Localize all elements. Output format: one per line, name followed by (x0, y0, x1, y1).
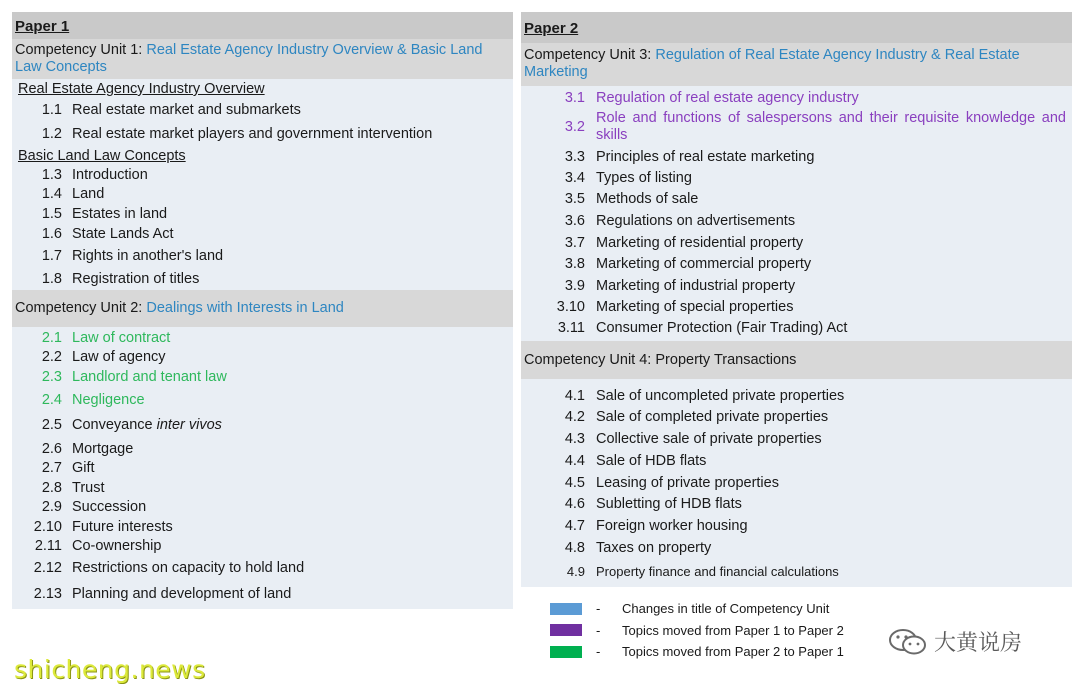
list-item (12, 439, 513, 459)
topic-text: Taxes on property (596, 540, 712, 556)
topic-text: Types of listing (596, 169, 692, 186)
unit-2-prefix: Competency Unit 2: (15, 299, 143, 316)
topic-text: Regulations on advertisements (596, 213, 796, 229)
topic-text: Trust (72, 479, 105, 496)
legend-item (550, 620, 844, 642)
topic-number: 2.7 (41, 460, 62, 476)
unit-4-rows (521, 379, 1072, 587)
topic-number: 1.4 (41, 186, 62, 203)
topic-number: 3.11 (557, 320, 585, 336)
list-item (12, 348, 513, 367)
topic-text: Consumer Protection (Fair Trading) Act (596, 320, 848, 336)
paper-2-column (521, 12, 1072, 587)
topic-text: Law of contract (72, 330, 171, 346)
legend-item (550, 598, 844, 620)
topic-number: 1.6 (41, 226, 62, 242)
list-item (12, 517, 513, 537)
topic-number: 2.13 (33, 585, 62, 602)
topic-number: 2.5 (41, 417, 62, 433)
topic-text: Marketing of commercial property (596, 256, 812, 272)
topic-text: Co-ownership (72, 538, 162, 554)
topic-number: 4.8 (564, 540, 585, 556)
topic-text: Collective sale of private properties (596, 431, 822, 447)
topic-text: Marketing of special properties (596, 299, 794, 315)
topic-text: Role and functions of salespersons and their requisite knowledge and skills (596, 110, 1066, 143)
list-item (12, 165, 513, 185)
unit-3-rows (521, 86, 1072, 341)
topic-text: Principles of real estate marketing (596, 148, 815, 165)
topic-text: Restrictions on capacity to hold land (72, 560, 305, 576)
legend-text: Topics moved from Paper 2 to Paper 1 (622, 644, 844, 660)
list-item (12, 122, 513, 146)
list-item (12, 412, 513, 439)
topic-number: 3.9 (564, 277, 585, 294)
topic-number: 4.5 (564, 474, 585, 491)
paper-1-title-text: Paper 1 (15, 18, 70, 35)
list-item (521, 108, 1072, 146)
paper-2-title (521, 12, 1072, 43)
unit-3-name: Regulation of Real Estate Agency Industry & Real Estate Marketing (524, 47, 1020, 80)
list-item (521, 210, 1072, 232)
topic-number: 4.3 (564, 431, 585, 447)
topic-text: Property finance and financial calculations (596, 563, 839, 579)
topic-text: Future interests (72, 518, 173, 535)
topic-number: 4.2 (564, 409, 585, 425)
unit-4-prefix: Competency Unit 4: (524, 351, 652, 368)
topic-text: Sale of HDB flats (596, 453, 707, 469)
topic-text: Foreign worker housing (596, 518, 748, 534)
unit-2-rows (12, 327, 513, 609)
list-item (521, 318, 1072, 338)
topic-number: 1.2 (41, 126, 62, 142)
legend-swatch (550, 603, 582, 615)
topic-text: Planning and development of land (72, 585, 292, 602)
list-item (12, 224, 513, 245)
list-item (521, 275, 1072, 296)
topic-number: 2.3 (41, 369, 62, 385)
legend (550, 598, 844, 663)
topic-text: Methods of sale (596, 191, 699, 207)
topic-number: 2.11 (34, 538, 62, 554)
list-item (521, 406, 1072, 428)
legend-item (550, 641, 844, 663)
topic-number: 2.10 (33, 518, 62, 535)
list-item (521, 296, 1072, 318)
list-item (521, 167, 1072, 188)
topic-text: Introduction (72, 166, 148, 183)
topic-text: State Lands Act (72, 226, 174, 242)
topic-number: 4.9 (566, 563, 585, 579)
topic-number: 4.7 (564, 518, 585, 534)
wechat-icon (888, 627, 928, 657)
section-heading-land-law: Basic Land Law Concepts (18, 148, 186, 164)
topic-text: Subletting of HDB flats (596, 496, 742, 512)
topic-number: 1.3 (41, 166, 62, 183)
watermark: shicheng.news (14, 655, 206, 684)
topic-text: Gift (72, 460, 95, 476)
legend-text: Changes in title of Competency Unit (622, 601, 830, 617)
topic-number: 1.7 (41, 248, 62, 264)
topic-text: Marketing of residential property (596, 234, 804, 251)
topic-text-italic: inter vivos (156, 417, 222, 433)
topic-text: Succession (72, 499, 147, 515)
topic-number: 3.6 (564, 213, 585, 229)
list-item (12, 268, 513, 290)
list-item (521, 88, 1072, 108)
list-item (521, 515, 1072, 537)
topic-number: 2.8 (41, 479, 62, 496)
list-item (521, 472, 1072, 493)
competency-unit-4-header (521, 341, 1072, 379)
topic-number: 2.1 (41, 330, 62, 346)
topic-number: 4.1 (564, 387, 585, 404)
paper-2-title-text: Paper 2 (524, 20, 579, 37)
topic-number: 3.3 (564, 148, 585, 165)
topic-number: 3.7 (564, 234, 585, 251)
paper-1-column (12, 12, 513, 609)
topic-text: Land (72, 186, 105, 203)
topic-number: 1.1 (41, 102, 62, 118)
topic-text: Sale of completed private properties (596, 409, 829, 425)
topic-text: Leasing of private properties (596, 474, 779, 491)
topic-number: 1.8 (41, 270, 62, 287)
competency-unit-2-header (12, 290, 513, 327)
topic-text: Law of agency (72, 349, 166, 365)
brand-name: 大黄说房 (934, 630, 1023, 655)
topic-text: Regulation of real estate agency industry (596, 90, 859, 106)
list-item (12, 185, 513, 205)
topic-number: 3.8 (564, 256, 585, 272)
unit-4-name: Property Transactions (655, 351, 797, 368)
topic-text: Mortgage (72, 440, 134, 457)
list-item (12, 498, 513, 517)
list-item (12, 581, 513, 607)
list-item (12, 459, 513, 478)
list-item (12, 537, 513, 556)
topic-text: Conveyance (72, 417, 157, 433)
list-item (12, 478, 513, 498)
topic-text: Real estate market players and government intervention (72, 126, 433, 142)
topic-text: Registration of titles (72, 270, 200, 287)
topic-number: 3.1 (564, 90, 585, 106)
list-item (12, 204, 513, 224)
topic-number: 2.9 (41, 499, 62, 515)
topic-number: 2.2 (41, 349, 62, 365)
legend-dash: - (596, 644, 601, 660)
unit-1-prefix: Competency Unit 1: (15, 42, 147, 58)
topic-text: Marketing of industrial property (596, 277, 796, 294)
topic-text: Estates in land (72, 205, 168, 222)
topic-number: 3.10 (556, 299, 585, 315)
list-item (521, 385, 1072, 406)
topic-text: Landlord and tenant law (72, 369, 227, 385)
list-item (521, 559, 1072, 583)
topic-number: 4.4 (564, 453, 585, 469)
list-item (12, 367, 513, 388)
brand-mark (888, 626, 1022, 657)
topic-text: Rights in another's land (72, 248, 224, 264)
competency-unit-1-header (12, 39, 513, 79)
list-item (521, 450, 1072, 472)
list-item (521, 232, 1072, 253)
list-item (12, 98, 513, 122)
legend-swatch (550, 646, 582, 658)
competency-unit-3-header (521, 43, 1072, 86)
topic-number: 3.2 (564, 118, 585, 135)
topic-text: Sale of uncompleted private properties (596, 387, 845, 404)
topic-number: 3.5 (564, 191, 585, 207)
topic-text: Negligence (72, 391, 145, 408)
topic-number: 4.6 (564, 496, 585, 512)
topic-text: Real estate market and submarkets (72, 102, 301, 118)
legend-swatch (550, 624, 582, 636)
list-item (12, 245, 513, 268)
unit-2-name: Dealings with Interests in Land (146, 299, 344, 316)
unit-3-prefix: Competency Unit 3: (524, 47, 656, 63)
legend-text: Topics moved from Paper 1 to Paper 2 (622, 622, 844, 638)
list-item (521, 537, 1072, 559)
legend-dash: - (596, 601, 601, 617)
topic-number: 2.6 (41, 440, 62, 457)
list-item (521, 253, 1072, 275)
unit-1-name: Real Estate Agency Industry Overview & Basic Land Law Concepts (15, 42, 483, 75)
topic-number: 2.4 (41, 391, 62, 408)
list-item (12, 388, 513, 412)
list-item (521, 428, 1072, 450)
section-heading-industry-overview: Real Estate Agency Industry Overview (18, 81, 265, 97)
list-item (521, 188, 1072, 210)
list-item (12, 556, 513, 581)
topic-number: 1.5 (41, 205, 62, 222)
paper-1-title (12, 12, 513, 39)
list-item (521, 146, 1072, 167)
unit-1-rows (12, 79, 513, 290)
list-item (521, 493, 1072, 515)
legend-dash: - (596, 622, 601, 638)
topic-number: 2.12 (33, 560, 62, 576)
topic-number: 3.4 (564, 169, 585, 186)
list-item (12, 329, 513, 348)
